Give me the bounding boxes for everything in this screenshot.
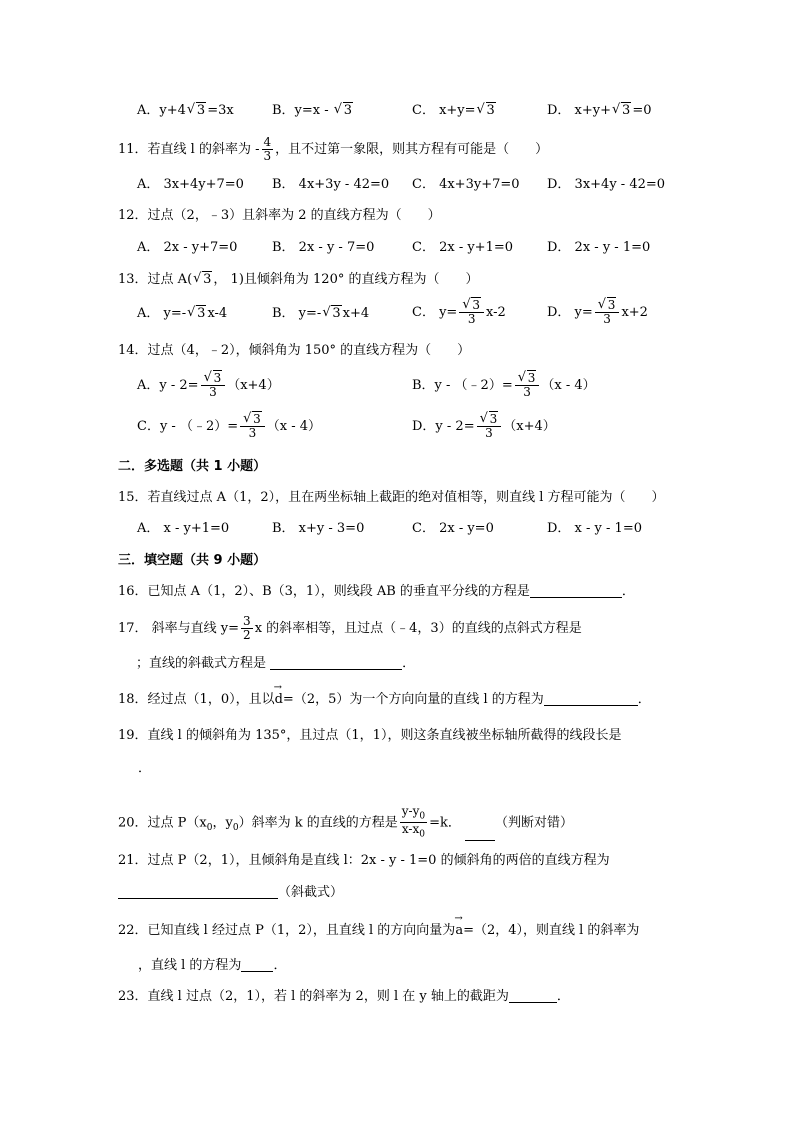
section-heading-multiple-choice: 二．多选题（共 1 小题） — [118, 459, 267, 474]
q10-option-b: B．y=x - √ 3 — [272, 104, 354, 117]
section-heading-fill-in: 三．填空题（共 9 小题） — [118, 553, 267, 568]
q12-option-b: B． 2x - y - 7=0 — [272, 240, 375, 255]
q14-option-a: A．y - 2= √ $\frac{3}{3}$ （x+4） — [137, 372, 280, 399]
q17-answer-blank-1[interactable] — [118, 658, 136, 670]
q13-option-d: D． y= √ $\frac{3}{3}$ x+2 — [547, 299, 648, 326]
q13-option-b: B． y=-√ 3 x+4 — [272, 307, 369, 320]
q13-stem: 13．过点 A(√ 3 ， 1)且倾斜角为 120° 的直线方程为（ ） — [118, 273, 478, 286]
q18-answer-blank[interactable] — [544, 693, 638, 706]
q11-stem: 11．若直线 l 的斜率为 - $\frac{4}{3}$ ，且不过第一象限，则其方程有可能是（ ） — [118, 135, 549, 164]
q23-stem: 23．直线 l 过点（2，1），若 l 的斜率为 2，则 l 在 y 轴上的截距为 ． — [118, 989, 570, 1004]
q11-option-b: B． 4x+3y - 42=0 — [272, 177, 390, 192]
q11-option-d: D． 3x+4y - 42=0 — [547, 177, 666, 192]
q10-option-d: D． x+y+√ 3 =0 — [547, 104, 651, 117]
q11-option-a: A． 3x+4y+7=0 — [137, 177, 244, 192]
q18-stem: 18．经过点（1，0），且以→ d=（2，5）为一个方向向量的直线 l 的方程为 ． — [118, 693, 651, 706]
q19-stem: 19．直线 l 的倾斜角为 135°，且过点（1，1），则这条直线被坐标轴所截得的线段长是 — [118, 728, 622, 743]
q22-line2: ，直线 l 的方程为 ． — [118, 959, 286, 972]
q15-option-d: D． x - y - 1=0 — [547, 521, 642, 536]
q17-answer-blank-2[interactable] — [270, 657, 402, 670]
q21-stem: 21．过点 P（2，1），且倾斜角是直线 l：2x - y - 1=0 的倾斜角的两倍的直线方程为 — [118, 853, 610, 868]
q15-option-c: C． 2x - y=0 — [412, 521, 494, 536]
q17-stem: 17． 斜率与直线 y= $\frac{3}{2}$ x 的斜率相等，且过点（﹣4，3）的直线的点斜式方程是 — [118, 614, 582, 643]
q10-option-c: C． x+y=√ 3 — [412, 104, 497, 117]
q20-answer-blank[interactable] — [465, 828, 495, 841]
q22-stem: 22．已知直线 l 经过点 P（1，2），且直线 l 的方向向量为→ a=（2，4），则直线 l 的斜率为 — [118, 924, 639, 937]
q15-stem: 15．若直线过点 A（1，2），且在两坐标轴上截距的绝对值相等，则直线 l 方程可能为（ ） — [118, 490, 665, 505]
q15-option-a: A． x - y+1=0 — [137, 521, 230, 536]
q13-option-c: C． y= √ $\frac{3}{3}$ x-2 — [412, 299, 506, 326]
q20-stem: 20．过点 $P(x_0$，$y_0$）斜率为 k 的直线的方程是 $\frac{y-y_0}{x-x_0}$ =k． （判断对错） — [118, 804, 574, 840]
q13-option-a: A． y=-√ 3 x-4 — [137, 307, 227, 320]
q17-line2: ；直线的斜截式方程是 ． — [118, 657, 415, 670]
q12-stem: 12．过点（2，﹣3）且斜率为 2 的直线方程为（ ） — [118, 208, 441, 223]
q12-option-c: C． 2x - y+1=0 — [412, 240, 514, 255]
q19-line2: ． — [118, 762, 151, 775]
q22-answer-blank-1[interactable] — [118, 960, 138, 972]
q11-option-c: C． 4x+3y+7=0 — [412, 177, 520, 192]
q16-answer-blank[interactable] — [530, 585, 622, 598]
q23-answer-blank[interactable] — [509, 990, 557, 1003]
q21-line2: （斜截式） — [118, 886, 343, 899]
q14-option-b: B．y - （﹣2）= √ $\frac{3}{3}$ （x - 4） — [412, 372, 596, 399]
q15-option-b: B． x+y - 3=0 — [272, 521, 365, 536]
q12-option-a: A． 2x - y+7=0 — [137, 240, 238, 255]
q14-stem: 14．过点（4，﹣2），倾斜角为 150° 的直线方程为（ ） — [118, 343, 471, 358]
q16-stem: 16．已知点 A（1，2）、B（3，1），则线段 AB 的垂直平分线的方程是 ． — [118, 584, 635, 599]
q10-option-a: A．y+4√ 3 =3x — [137, 104, 234, 117]
q14-option-c: C．y - （﹣2）= √ $\frac{3}{3}$ （x - 4） — [137, 413, 321, 440]
q14-option-d: D．y - 2= √ $\frac{3}{3}$ （x+4） — [412, 413, 556, 440]
q21-answer-blank[interactable] — [118, 886, 278, 899]
q22-answer-blank-2[interactable] — [241, 959, 273, 972]
q19-answer-blank[interactable] — [118, 763, 138, 775]
q12-option-d: D． 2x - y - 1=0 — [547, 240, 651, 255]
